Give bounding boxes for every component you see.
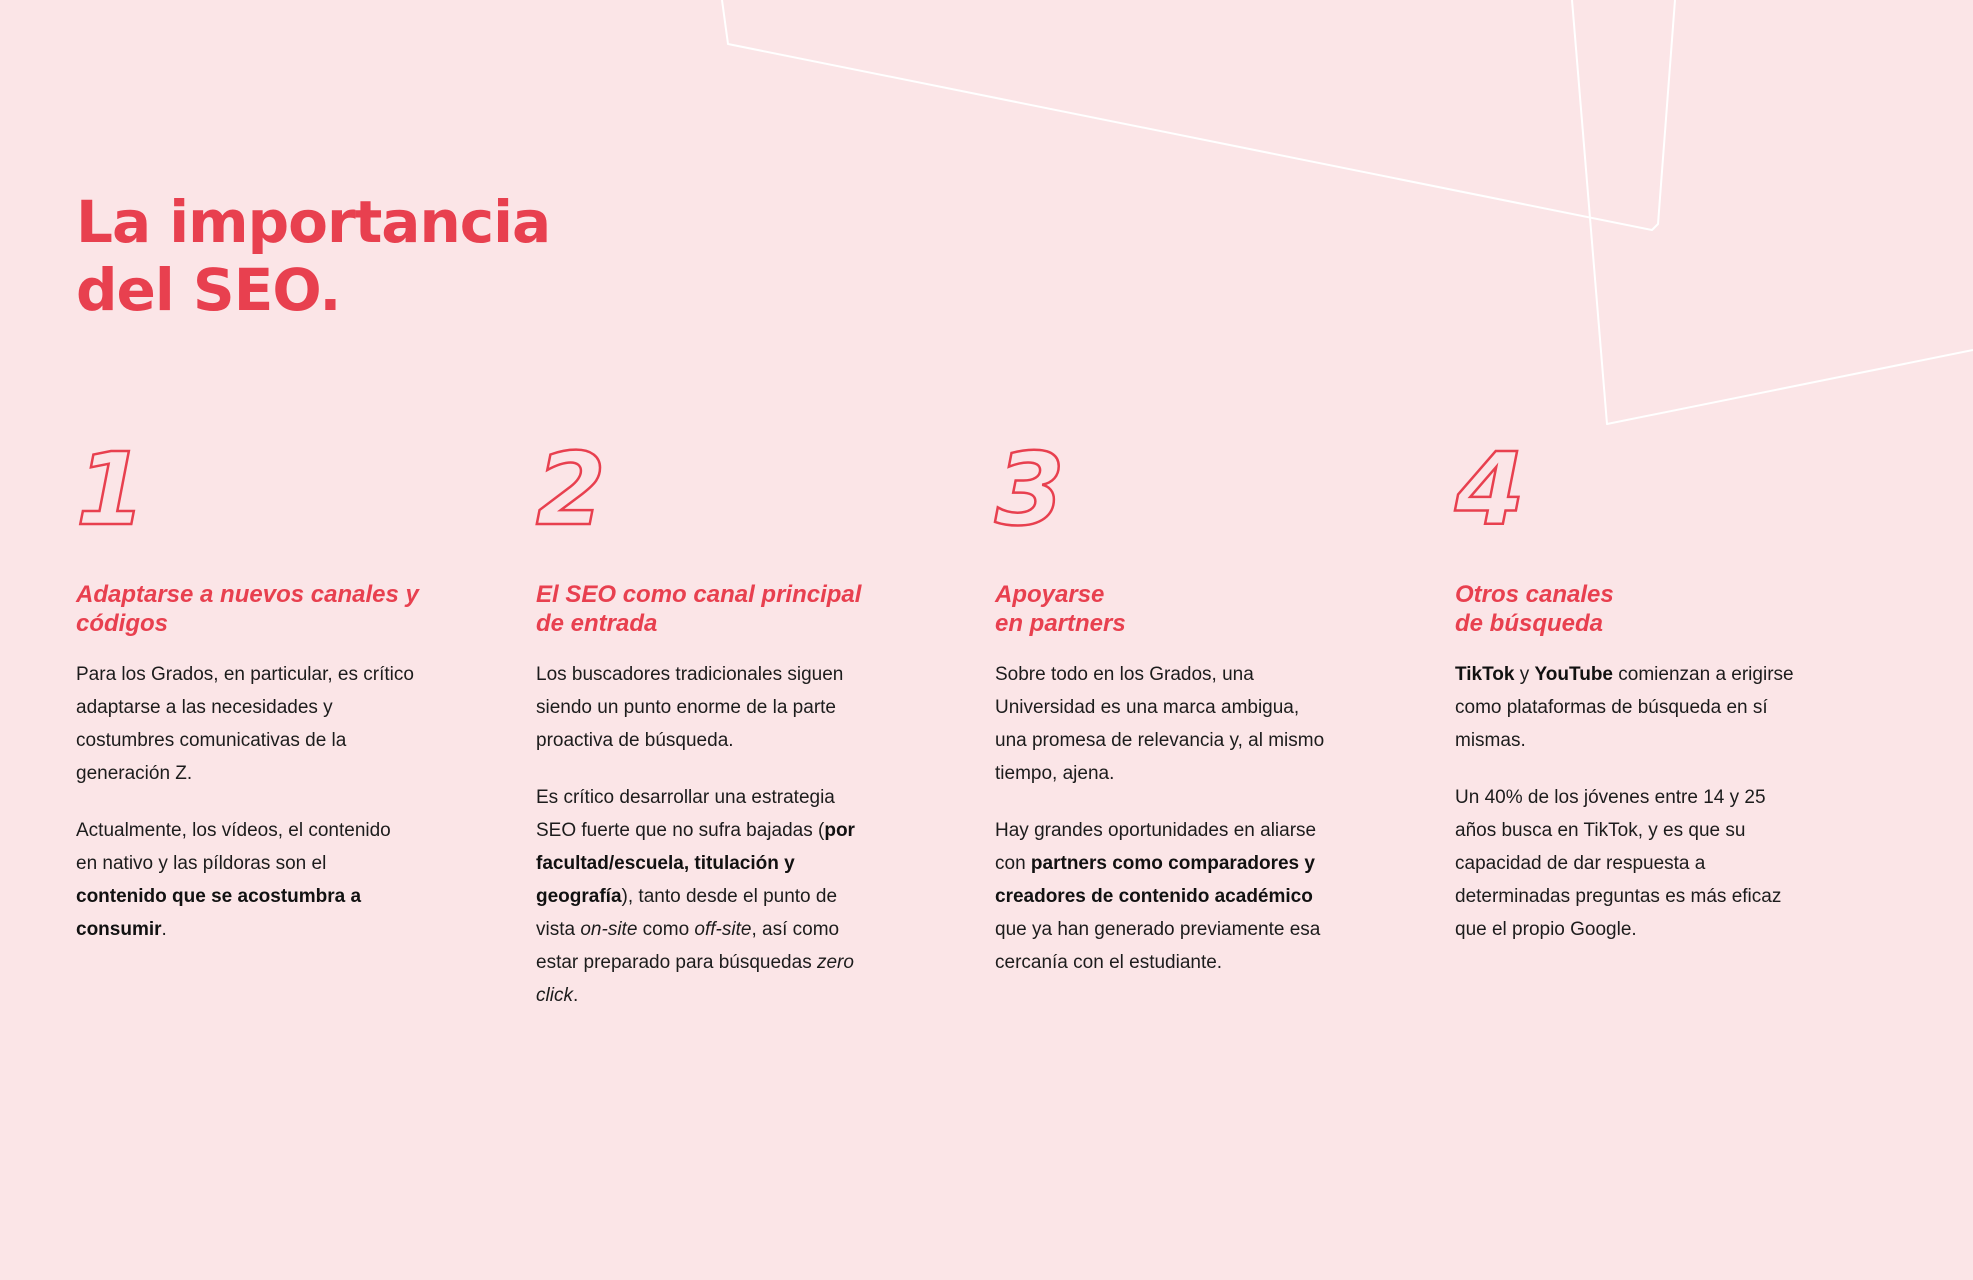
step-number-3: 3 (995, 431, 1065, 548)
column-paragraph: Actualmente, los vídeos, el contenido en nativo y las píldoras son el contenido que se acostumbra a consumir. (76, 820, 391, 940)
step-number-2: 2 (536, 431, 606, 548)
column-heading: Adaptarse a nuevos canales y códigos (76, 581, 419, 637)
column-heading: El SEO como canal principal de entrada (536, 581, 862, 637)
column-1 (76, 431, 456, 946)
column-2 (536, 431, 916, 1012)
column-paragraph: TikTok y YouTube comienzan a erigirse como plataformas de búsqueda en sí mismas. (1455, 664, 1794, 751)
step-number-4: 4 (1455, 431, 1525, 548)
column-paragraph: Hay grandes oportunidades en aliarse con partners como comparadores y creadores de contenido académico que ya han generado previamente esa cercanía con el estudiante. (995, 820, 1321, 973)
column-heading: Otros canales de búsqueda (1455, 581, 1614, 637)
page-title: La importancia del SEO. (76, 188, 551, 324)
column-3 (995, 431, 1375, 979)
column-heading: Apoyarse en partners (995, 581, 1126, 637)
column-paragraph: Los buscadores tradicionales siguen siendo un punto enorme de la parte proactiva de búsqueda. (536, 664, 844, 751)
column-4 (1455, 431, 1835, 946)
column-paragraph: Es crítico desarrollar una estrategia SEO fuerte que no sufra bajadas (por facultad/escuela, titulación y geografía), tanto desde el punto de vista on-site como off-site, así como estar preparado para búsquedas zero click. (536, 787, 855, 1006)
column-paragraph: Sobre todo en los Grados, una Universidad es una marca ambigua, una promesa de relevancia y, al mismo tiempo, ajena. (995, 664, 1325, 784)
column-paragraph: Un 40% de los jóvenes entre 14 y 25 años busca en TikTok, y es que su capacidad de dar respuesta a determinadas preguntas es más eficaz que el propio Google. (1455, 787, 1782, 940)
column-paragraph: Para los Grados, en particular, es crítico adaptarse a las necesidades y costumbres comunicativas de la generación Z. (76, 664, 414, 784)
step-number-1: 1 (76, 431, 146, 548)
